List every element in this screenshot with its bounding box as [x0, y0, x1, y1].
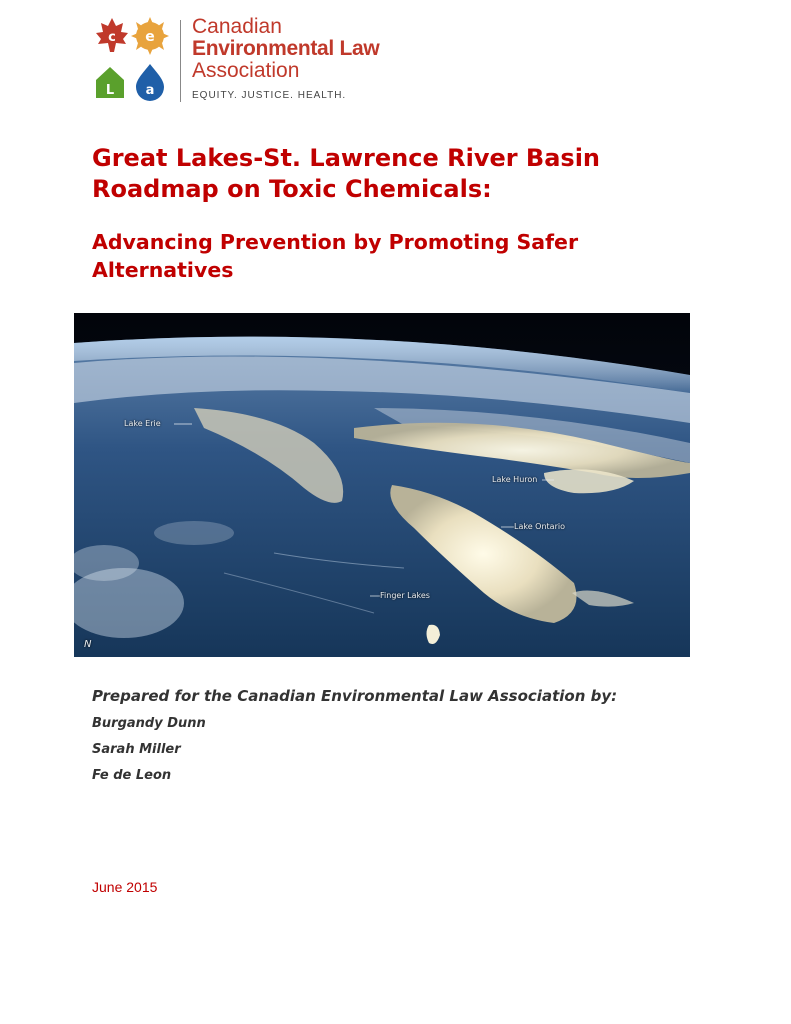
svg-text:e: e	[145, 29, 155, 45]
author-name: Burgandy Dunn	[92, 716, 206, 731]
label-lake-huron: Lake Huron	[492, 475, 538, 484]
label-lake-erie: Lake Erie	[124, 419, 161, 428]
org-name-line2: Environmental Law	[192, 37, 380, 60]
org-name-line3: Association	[192, 59, 300, 82]
label-finger-lakes: Finger Lakes	[380, 591, 430, 600]
water-drop-icon	[136, 64, 164, 101]
svg-text:a: a	[145, 83, 155, 98]
satellite-image	[74, 313, 690, 657]
prepared-for-line: Prepared for the Canadian Environmental Law Association by:	[92, 687, 618, 705]
publication-date: June 2015	[92, 879, 158, 895]
sun-icon	[131, 17, 169, 55]
organization-name	[192, 16, 422, 82]
svg-text:L: L	[105, 83, 115, 98]
author-name: Sarah Miller	[92, 742, 181, 757]
org-name-line1: Canadian	[192, 15, 282, 38]
north-arrow-icon: N	[84, 639, 92, 650]
label-lake-ontario: Lake Ontario	[514, 522, 565, 531]
cela-logo	[92, 14, 412, 104]
logo-icons	[92, 14, 172, 104]
maple-leaf-icon	[96, 18, 128, 52]
report-title: Great Lakes-St. Lawrence River Basin Roadmap on Toxic Chemicals:	[92, 144, 601, 203]
author-name: Fe de Leon	[92, 768, 172, 783]
house-icon	[96, 67, 124, 98]
great-lakes-satellite-photo	[74, 313, 690, 657]
tagline: EQUITY. JUSTICE. HEALTH.	[192, 90, 347, 101]
logo-divider	[180, 20, 181, 102]
report-subtitle: Advancing Prevention by Promoting Safer Alternatives	[92, 230, 579, 282]
svg-text:c: c	[108, 30, 116, 45]
